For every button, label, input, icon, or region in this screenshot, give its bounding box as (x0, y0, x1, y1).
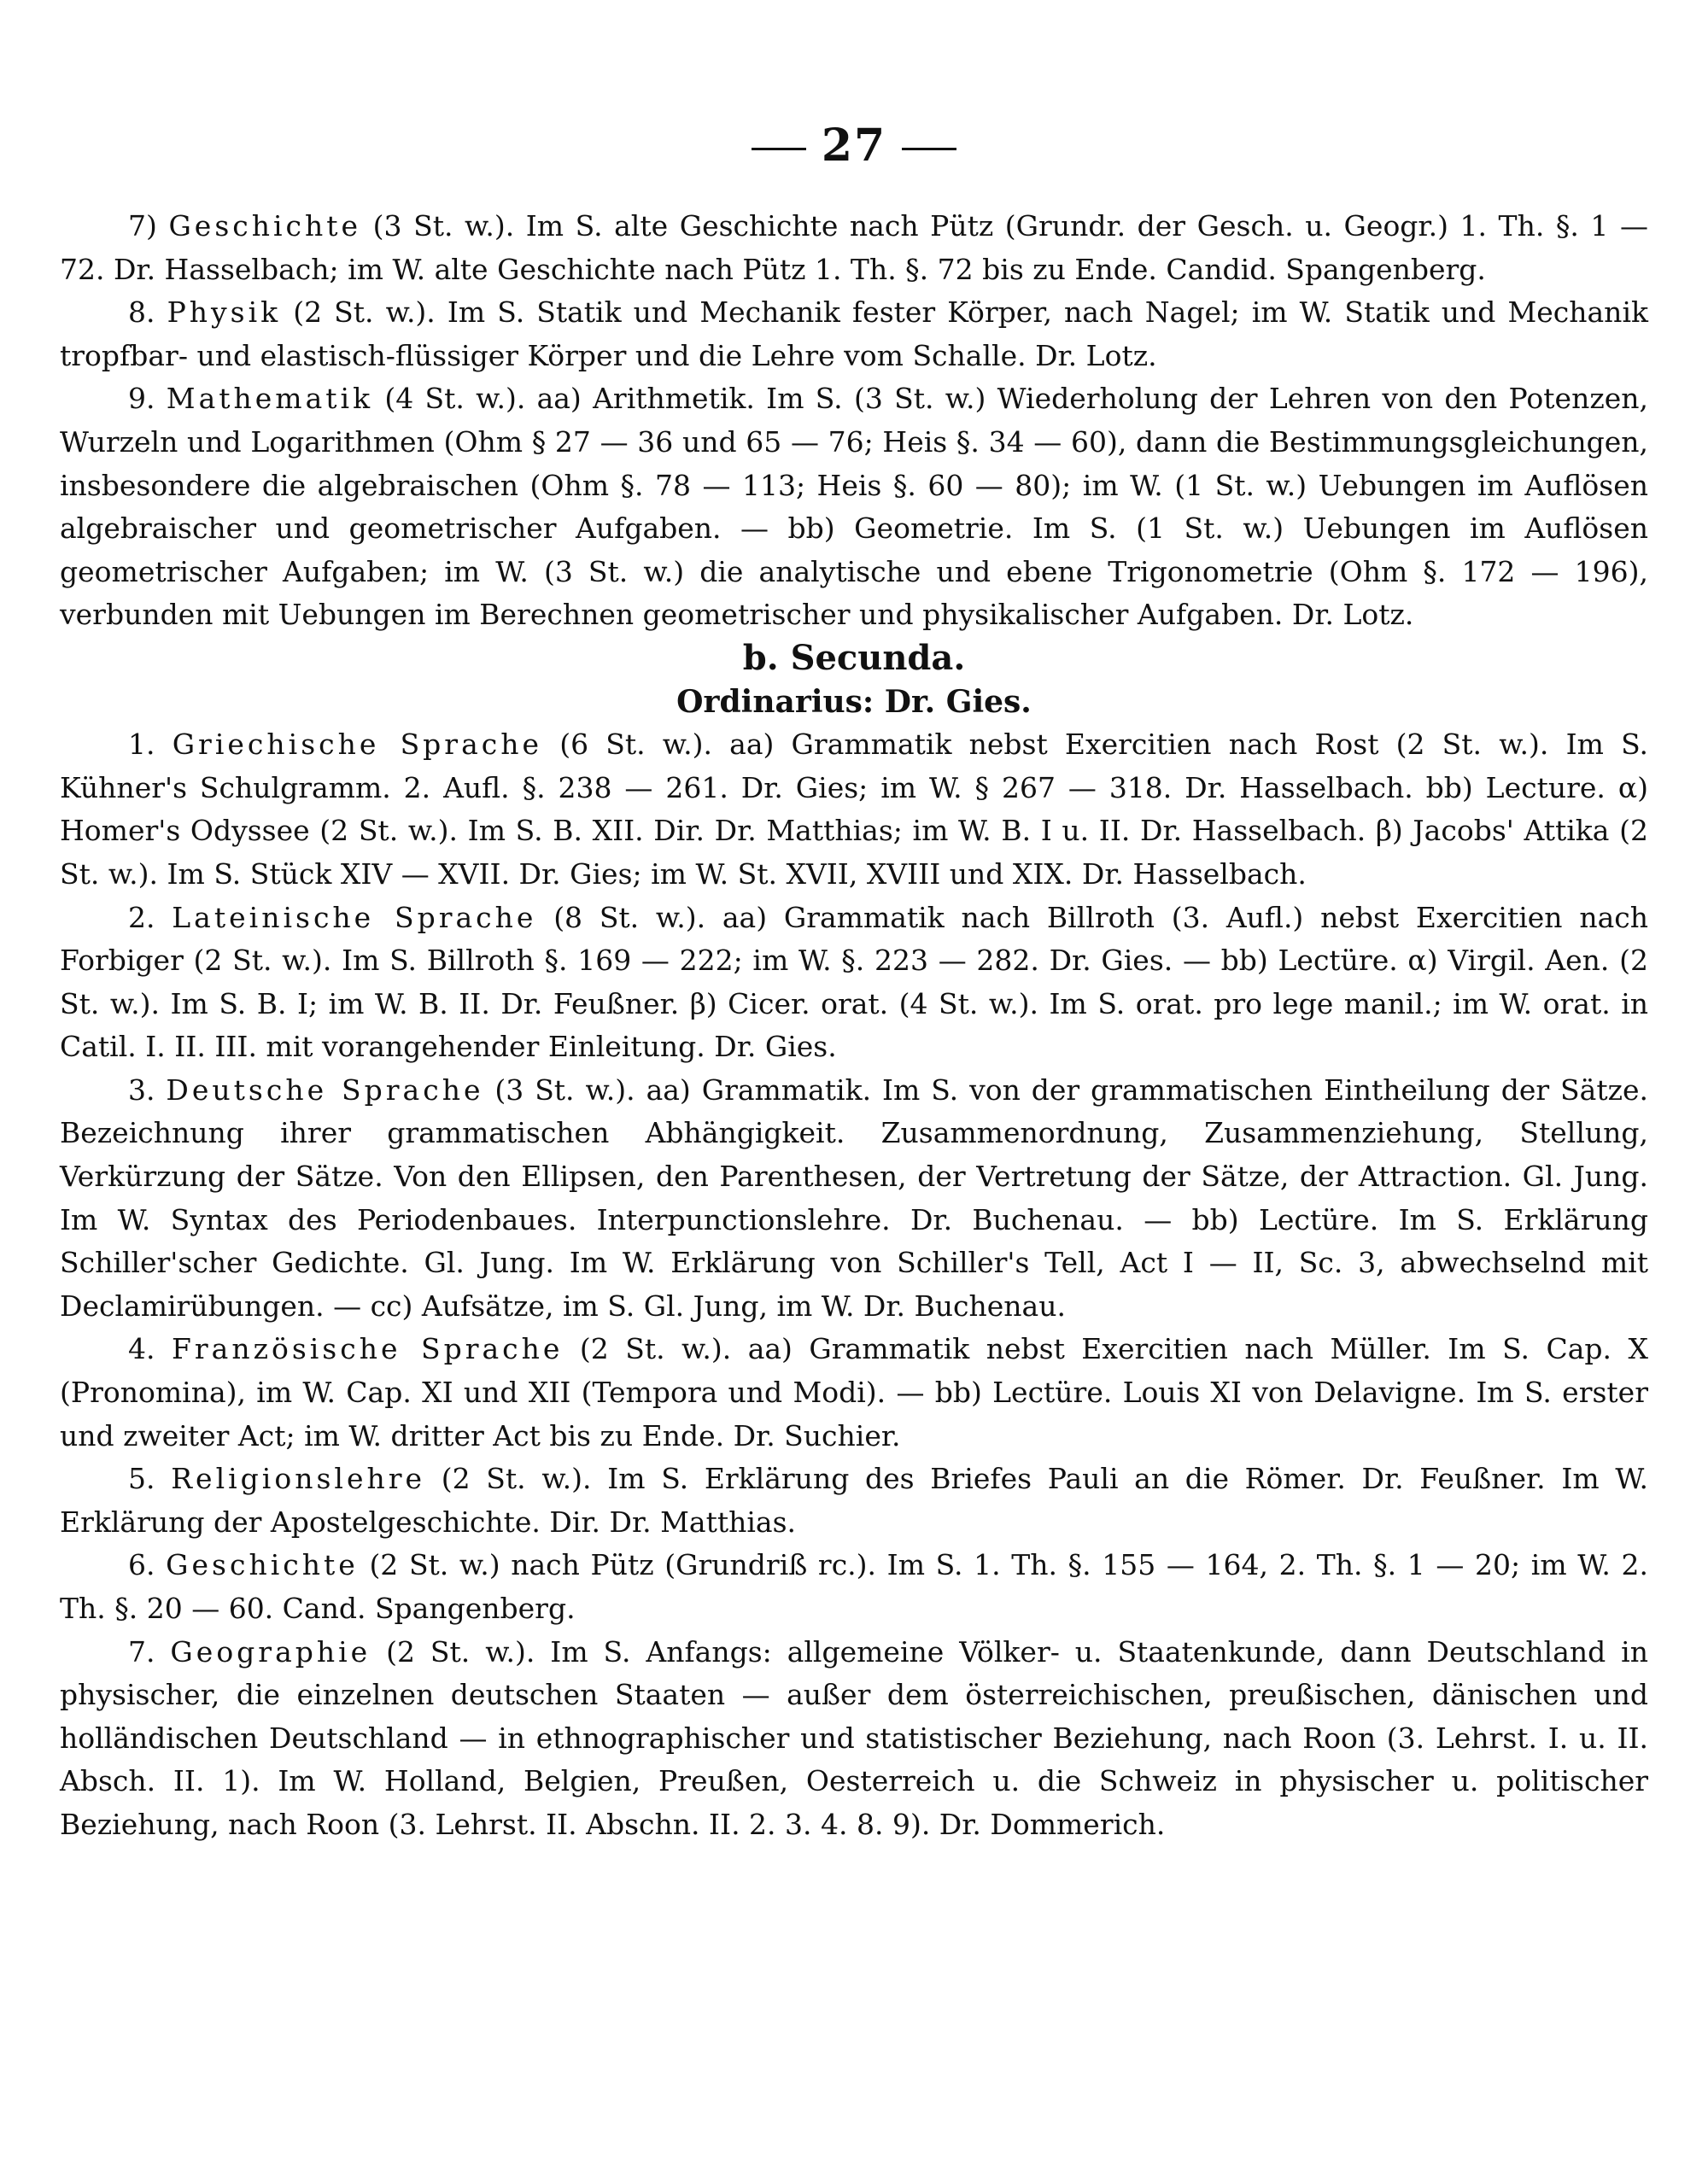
subject-title: Griechische Sprache (172, 728, 543, 762)
page-body (60, 205, 1648, 1847)
subject-title: Geographie (170, 1634, 371, 1669)
subject-title: Lateinische Sprache (172, 900, 537, 934)
paragraph-number: 9. (128, 382, 155, 416)
paragraph-text: (2 St. w.). Im S. Erklärung des Briefes Pauli an die Römer. Dr. Feußner. Im W. Erklärung der Apostelgeschichte. Dir. Dr. Matthias. (60, 1462, 1648, 1539)
subject-title: Religionslehre (171, 1462, 426, 1496)
paragraph-number: 6. (128, 1548, 155, 1582)
section-heading: b. Secunda. (742, 637, 966, 678)
paragraph-french (60, 1328, 1648, 1458)
paragraph-physics (60, 291, 1648, 377)
paragraph-history-prev (60, 205, 1648, 291)
paragraph-text: (2 St. w.) nach Pütz (Grundriß rc.). Im S. 1. Th. §. 155 — 164, 2. Th. §. 1 — 20; im W. 2. Th. §. 20 — 60. Cand. Spangenberg. (60, 1548, 1648, 1625)
paragraph-mathematics (60, 377, 1648, 637)
subject-title: Mathematik (166, 382, 374, 416)
paragraph-number: 1. (128, 728, 155, 762)
subject-title: Französische Sprache (171, 1332, 564, 1366)
section-ordinarius: Ordinarius: Dr. Gies. (676, 683, 1032, 720)
paragraph-number: 7) (128, 209, 157, 243)
page-number-left-dash (752, 148, 806, 150)
paragraph-text: (3 St. w.). Im S. alte Geschichte nach Pütz (Grundr. der Gesch. u. Geogr.) 1. Th. §. 1 — 72. Dr. Hasselbach; im W. alte Geschichte nach Pütz 1. Th. §. 72 bis zu Ende. Candid. Spangenberg. (60, 209, 1648, 286)
paragraph-number: 8. (128, 295, 155, 330)
paragraph-text: (2 St. w.). aa) Grammatik nebst Exercitien nach Müller. Im S. Cap. X (Pronomina), im W. Cap. XI und XII (Tempora und Modi). — bb) Lectüre. Louis XI von Delavigne. Im S. erster und zweiter Act; im W. dritter Act bis zu Ende. Dr. Suchier. (60, 1332, 1648, 1452)
subject-title: Geschichte (168, 209, 362, 243)
paragraph-number: 5. (128, 1462, 155, 1496)
paragraph-number: 3. (128, 1072, 155, 1107)
document-page (60, 0, 1648, 2180)
paragraph-text: (2 St. w.). Im S. Anfangs: allgemeine Völker- u. Staatenkunde, dann Deutschland in physischer, die einzelnen deutschen Staaten — außer dem österreichischen, preußischen, dänischen und holländischen Deutschland — in ethnographischer und statistischer Beziehung, nach Roon (3. Lehrst. I. u. II. Absch. II. 1). Im W. Holland, Belgien, Preußen, Oesterreich u. die Schweiz in physischer u. politischer Beziehung, nach Roon (3. Lehrst. II. Abschn. II. 2. 3. 4. 8. 9). Dr. Dommerich. (60, 1634, 1648, 1841)
paragraph-history (60, 1544, 1648, 1630)
paragraph-religion (60, 1458, 1648, 1544)
page-number-value: 27 (821, 120, 887, 172)
paragraph-text: (3 St. w.). aa) Grammatik. Im S. von der grammatischen Eintheilung der Sätze. Bezeichnung ihrer grammatischen Abhängigkeit. Zusammenordnung, Zusammenziehung, Stellung, Verkürzung der Sätze. Von den Ellipsen, den Parenthesen, der Vertretung der Sätze, der Attraction. Gl. Jung. Im W. Syntax des Periodenbaues. Interpunctionslehre. Dr. Buchenau. — bb) Lectüre. Im S. Erklärung Schiller'scher Gedichte. Gl. Jung. Im W. Erklärung von Schiller's Tell, Act I — II, Sc. 3, abwechselnd mit Declamirübungen. — cc) Aufsätze, im S. Gl. Jung, im W. Dr. Buchenau. (60, 1072, 1648, 1323)
subject-title: Physik (167, 295, 282, 330)
page-number (60, 120, 1648, 172)
subject-title: Deutsche Sprache (166, 1072, 484, 1107)
page-number-right-dash (902, 148, 956, 150)
paragraph-number: 4. (128, 1332, 155, 1366)
paragraph-latin (60, 897, 1648, 1069)
paragraph-text: (2 St. w.). Im S. Statik und Mechanik fester Körper, nach Nagel; im W. Statik und Mechanik tropfbar- und elastisch-flüssiger Körper und die Lehre vom Schalle. Dr. Lotz. (60, 295, 1648, 372)
paragraph-number: 7. (128, 1634, 155, 1669)
paragraph-text: (6 St. w.). aa) Grammatik nebst Exercitien nach Rost (2 St. w.). Im S. Kühner's Schulgramm. 2. Aufl. §. 238 — 261. Dr. Gies; im W. § 267 — 318. Dr. Hasselbach. bb) Lecture. α) Homer's Odyssee (2 St. w.). Im S. B. XII. Dir. Dr. Matthias; im W. B. I u. II. Dr. Hasselbach. β) Jacobs' Attika (2 St. w.). Im S. Stück XIV — XVII. Dr. Gies; im W. St. XVII, XVIII und XIX. Dr. Hasselbach. (60, 728, 1648, 891)
paragraph-text: (4 St. w.). aa) Arithmetik. Im S. (3 St. w.) Wiederholung der Lehren von den Potenzen, Wurzeln und Logarithmen (Ohm § 27 — 36 und 65 — 76; Heis §. 34 — 60), dann die Bestimmungsgleichungen, insbesondere die algebraischen (Ohm §. 78 — 113; Heis §. 60 — 80); im W. (1 St. w.) Uebungen im Auflösen algebraischer und geometrischer Aufgaben. — bb) Geometrie. Im S. (1 St. w.) Uebungen im Auflösen geometrischer Aufgaben; im W. (3 St. w.) die analytische und ebene Trigonometrie (Ohm §. 172 — 196), verbunden mit Uebungen im Berechnen geometrischer und physikalischer Aufgaben. Dr. Lotz. (60, 382, 1648, 632)
subject-title: Geschichte (166, 1548, 359, 1582)
paragraph-greek (60, 723, 1648, 896)
paragraph-number: 2. (128, 900, 155, 934)
paragraph-german (60, 1069, 1648, 1329)
paragraph-text: (8 St. w.). aa) Grammatik nach Billroth (3. Aufl.) nebst Exercitien nach Forbiger (2 St. w.). Im S. Billroth §. 169 — 222; im W. §. 223 — 282. Dr. Gies. — bb) Lectüre. α) Virgil. Aen. (2 St. w.). Im S. B. I; im W. B. II. Dr. Feußner. β) Cicer. orat. (4 St. w.). Im S. orat. pro lege manil.; im W. orat. in Catil. I. II. III. mit vorangehender Einleitung. Dr. Gies. (60, 900, 1648, 1064)
paragraph-geography (60, 1631, 1648, 1847)
